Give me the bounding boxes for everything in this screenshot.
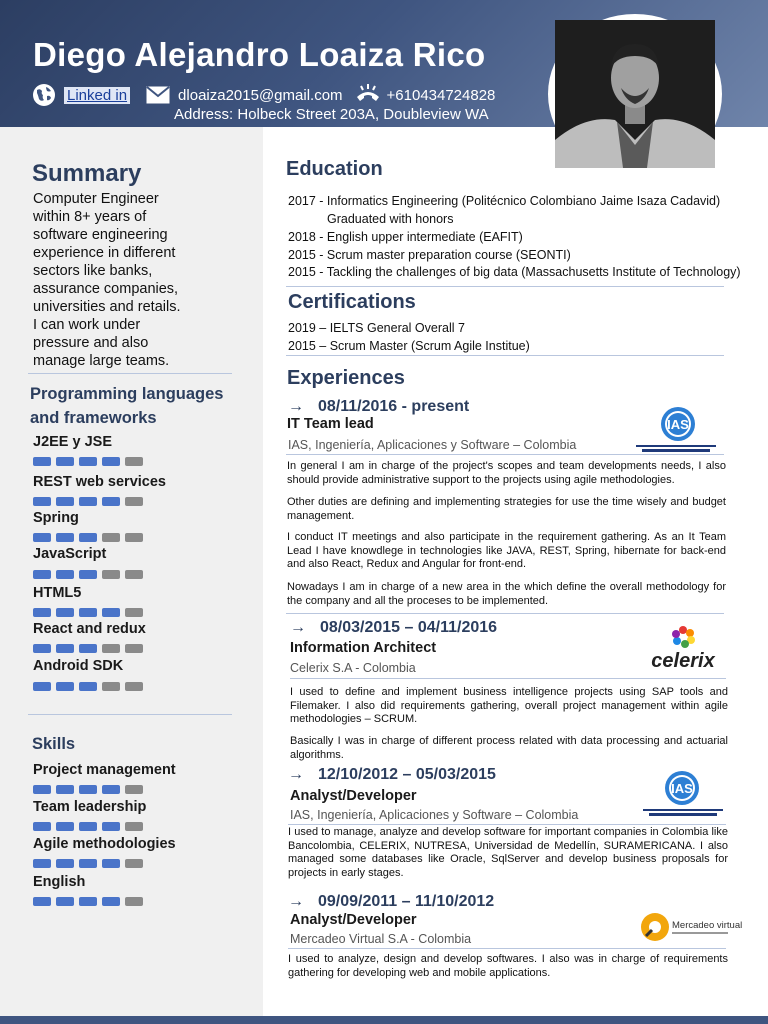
ias-logo-text: IAS <box>667 417 689 432</box>
certification-item: 2015 – Scrum Master (Scrum Agile Institue) <box>288 339 530 353</box>
address: Address: Holbeck Street 203A, Doubleview WA <box>174 106 489 123</box>
job-period-text: 08/03/2015 – 04/11/2016 <box>320 619 498 636</box>
job-period-text: 09/09/2011 – 11/10/2012 <box>318 893 495 910</box>
job-paragraph: I used to manage, analyze and develop software for important companies in Colombia like Bancolombia, CELERIX, NUTRESA, Universidad de Medellín, SURAMERICANA. I also managed some databases like Oracle, SqlServer and develop business proposals for projects in early stages. <box>288 826 728 879</box>
level-pill-empty <box>125 682 143 691</box>
experiences-heading: Experiences <box>287 367 405 389</box>
job-company: Mercadeo Virtual S.A - Colombia <box>290 932 472 946</box>
level-pill-filled <box>56 533 74 542</box>
section-divider <box>286 355 724 356</box>
summary-line: universities and retails. <box>33 299 181 315</box>
job-role: IT Team lead <box>287 416 374 432</box>
level-pill-filled <box>79 682 97 691</box>
level-pill-empty <box>125 785 143 794</box>
job-paragraph: Other duties are defining and implementing strategies for use the time wisely and budget management. <box>287 496 726 522</box>
mercadeo-logo-text: Mercadeo virtual <box>672 920 743 931</box>
arrow-right-icon: → <box>290 619 306 636</box>
level-pill-filled <box>79 497 97 506</box>
skill-label: Team leadership <box>33 799 147 815</box>
level-pill-filled <box>33 533 51 542</box>
level-pill-filled <box>79 457 97 466</box>
job-period-text: 12/10/2012 – 05/03/2015 <box>318 766 496 783</box>
certification-item: 2019 – IELTS General Overall 7 <box>288 321 465 335</box>
ias-logo-text: IAS <box>671 781 693 796</box>
level-pill-filled <box>102 608 120 617</box>
languages-heading <box>30 382 250 430</box>
level-pill-empty <box>102 570 120 579</box>
level-pill-filled <box>33 644 51 653</box>
level-pill-filled <box>56 822 74 831</box>
level-pill-filled <box>56 457 74 466</box>
email-address[interactable]: dloaiza2015@gmail.com <box>178 86 343 104</box>
language-level <box>33 457 143 466</box>
skills-heading: Skills <box>32 735 76 753</box>
footer-bar <box>0 1016 768 1024</box>
summary-line: I can work under <box>33 317 141 333</box>
level-pill-filled <box>33 859 51 868</box>
level-pill-empty <box>125 644 143 653</box>
education-item: 2017 - Informatics Engineering (Politécnico Colombiano Jaime Isaza Cadavid) <box>288 194 721 208</box>
celerix-logo <box>640 622 726 672</box>
job-paragraph: I used to define and implement business intelligence projects using SAP tools and Filemaker. I also did requirements gathering, overall project management within agile methodologies – SCRUM. <box>290 686 728 725</box>
job-paragraph: I used to analyze, design and develop softwares. I also was in charge of requirements gathering for developing web and mobile applications. <box>288 953 728 979</box>
job-period-text: 08/11/2016 - present <box>318 398 470 415</box>
languages-heading-line: Programming languages <box>30 385 224 403</box>
language-label: J2EE y JSE <box>33 434 112 450</box>
profile-photo-frame <box>548 14 722 174</box>
level-pill-filled <box>33 608 51 617</box>
level-pill-filled <box>33 570 51 579</box>
level-pill-filled <box>102 859 120 868</box>
language-level <box>33 682 143 691</box>
section-divider <box>286 286 724 287</box>
languages-heading-line: and frameworks <box>30 409 157 427</box>
level-pill-filled <box>33 785 51 794</box>
level-pill-filled <box>102 457 120 466</box>
envelope-icon <box>146 86 170 104</box>
job-period <box>288 893 494 911</box>
level-pill-empty <box>125 822 143 831</box>
summary-heading: Summary <box>32 160 142 187</box>
level-pill-empty <box>125 897 143 906</box>
level-pill-filled <box>102 497 120 506</box>
language-label: JavaScript <box>33 546 107 562</box>
language-level <box>33 497 143 506</box>
summary-line: assurance companies, <box>33 281 179 297</box>
globe-icon <box>32 83 56 107</box>
job-company: IAS, Ingeniería, Aplicaciones y Software – Colombia <box>288 438 577 452</box>
arrow-right-icon: → <box>288 893 304 910</box>
level-pill-filled <box>79 859 97 868</box>
summary-line: software engineering <box>33 227 168 243</box>
summary-line: pressure and also <box>33 335 149 351</box>
job-divider <box>288 824 726 825</box>
level-pill-filled <box>79 897 97 906</box>
skill-label: Agile methodologies <box>33 836 176 852</box>
mercadeo-virtual-logo <box>638 910 743 944</box>
arrow-right-icon: → <box>288 766 304 783</box>
summary-line: sectors like banks, <box>33 263 153 279</box>
language-label: HTML5 <box>33 585 82 601</box>
summary-text <box>33 190 238 370</box>
skill-level <box>33 897 143 906</box>
level-pill-empty <box>125 533 143 542</box>
job-company: Celerix S.A - Colombia <box>290 661 416 675</box>
level-pill-filled <box>79 608 97 617</box>
level-pill-filled <box>56 570 74 579</box>
level-pill-filled <box>56 785 74 794</box>
language-label: REST web services <box>33 474 166 490</box>
education-heading: Education <box>286 158 383 180</box>
job-paragraph: Basically I was in charge of different process related with data processing and actuarial algorithms. <box>290 735 728 761</box>
skill-label: English <box>33 874 86 890</box>
language-label: Android SDK <box>33 658 124 674</box>
arrow-right-icon: → <box>288 398 304 415</box>
summary-line: within 8+ years of <box>33 209 147 225</box>
level-pill-filled <box>79 785 97 794</box>
language-level <box>33 533 143 542</box>
certifications-heading: Certifications <box>288 291 416 313</box>
job-role: Information Architect <box>290 640 437 656</box>
job-period <box>290 619 497 637</box>
level-pill-empty <box>125 859 143 868</box>
education-item: 2015 - Scrum master preparation course (SEONTI) <box>288 248 571 262</box>
skill-level <box>33 859 143 868</box>
level-pill-filled <box>56 682 74 691</box>
level-pill-filled <box>56 859 74 868</box>
language-level <box>33 608 143 617</box>
level-pill-empty <box>102 533 120 542</box>
profile-photo <box>554 20 716 168</box>
level-pill-filled <box>56 608 74 617</box>
level-pill-filled <box>56 897 74 906</box>
level-pill-empty <box>125 570 143 579</box>
level-pill-filled <box>56 644 74 653</box>
ias-logo <box>632 404 720 454</box>
level-pill-filled <box>56 497 74 506</box>
job-divider <box>288 948 726 949</box>
language-level <box>33 570 143 579</box>
language-label: Spring <box>33 510 79 526</box>
skill-level <box>33 785 143 794</box>
job-role: Analyst/Developer <box>290 912 417 928</box>
level-pill-filled <box>79 822 97 831</box>
level-pill-filled <box>102 822 120 831</box>
person-name: Diego Alejandro Loaiza Rico <box>33 36 486 73</box>
job-divider <box>286 454 724 455</box>
level-pill-filled <box>79 533 97 542</box>
job-divider <box>290 678 726 679</box>
level-pill-filled <box>33 822 51 831</box>
education-item: 2018 - English upper intermediate (EAFIT) <box>288 230 523 244</box>
level-pill-filled <box>102 897 120 906</box>
job-period <box>288 398 469 416</box>
job-paragraph: Nowadays I am in charge of a new area in the which define the overall methodology for the company and all the proceses to be implemented. <box>287 581 726 607</box>
level-pill-empty <box>102 644 120 653</box>
summary-line: experience in different <box>33 245 176 261</box>
job-role: Analyst/Developer <box>290 788 417 804</box>
sidebar-divider <box>28 373 232 374</box>
level-pill-filled <box>33 457 51 466</box>
summary-line: manage large teams. <box>33 353 170 369</box>
language-level <box>33 644 143 653</box>
level-pill-filled <box>79 570 97 579</box>
skill-label: Project management <box>33 762 176 778</box>
level-pill-filled <box>33 897 51 906</box>
level-pill-filled <box>102 785 120 794</box>
education-item: Graduated with honors <box>327 212 454 226</box>
ias-logo <box>640 769 726 819</box>
linkedin-link[interactable]: Linked in <box>64 87 130 104</box>
sidebar-divider <box>28 714 232 715</box>
job-paragraph: I conduct IT meetings and also participate in the requirement gathering. As an It Team Lead I have knowdlege in technologies like JAVA, REST, Spring, hibernate for back-end and also React, Redux and Angular for front-end. <box>287 531 726 570</box>
phone-number[interactable]: +610434724828 <box>386 86 496 104</box>
education-item: 2015 - Tackling the challenges of big data (Massachusetts Institute of Technology) <box>288 265 741 279</box>
phone-icon <box>355 83 381 107</box>
level-pill-empty <box>102 682 120 691</box>
job-company: IAS, Ingeniería, Aplicaciones y Software – Colombia <box>290 808 579 822</box>
contact-row <box>32 84 495 106</box>
job-paragraph: In general I am in charge of the project's scopes and team developments needs, I also should provide administrative support to the projects using agile methodologies. <box>287 460 726 486</box>
summary-line: Computer Engineer <box>33 191 159 207</box>
level-pill-filled <box>33 497 51 506</box>
job-period <box>288 766 496 784</box>
section-divider <box>286 613 724 614</box>
language-label: React and redux <box>33 621 146 637</box>
level-pill-empty <box>125 497 143 506</box>
level-pill-empty <box>125 608 143 617</box>
celerix-logo-text: celerix <box>651 650 715 672</box>
skill-level <box>33 822 143 831</box>
level-pill-empty <box>125 457 143 466</box>
level-pill-filled <box>33 682 51 691</box>
level-pill-filled <box>79 644 97 653</box>
